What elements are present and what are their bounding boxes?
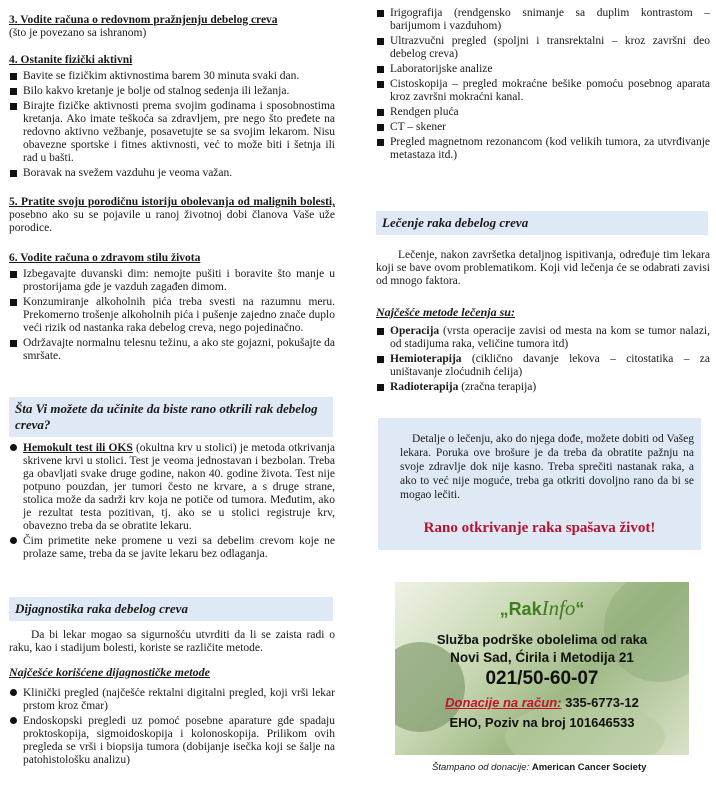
ad-eho-line: EHO, Poziv na broj 101646533 bbox=[449, 715, 635, 730]
early-detection-band: Šta Vi možete da učinite da biste rano otkrili rak debelog creva? bbox=[9, 397, 333, 437]
square-bullet-icon bbox=[377, 124, 384, 131]
square-bullet-icon bbox=[377, 81, 384, 88]
list-item: Hemioterapija (ciklično davanje lekova – citostatika – za uništavanje zloćudnih ćelija) bbox=[376, 353, 710, 379]
list-item: Pregled magnetnom rezonancom (kod velikih tumora, za utvrđivanje metastaza itd.) bbox=[376, 136, 710, 162]
list-item: Bavite se fizičkim aktivnostima barem 30 minuta svaki dan. bbox=[9, 70, 335, 83]
circle-bullet-icon bbox=[10, 689, 17, 696]
section-5 bbox=[9, 195, 335, 235]
square-bullet-icon bbox=[377, 10, 384, 17]
square-bullet-icon bbox=[10, 299, 17, 306]
circle-bullet-icon bbox=[10, 717, 17, 724]
list-item: Rendgen pluća bbox=[376, 106, 710, 119]
rakinfo-logo: „RakInfo“ bbox=[499, 596, 585, 620]
list-item: Konzumiranje alkoholnih pića treba svesti na razumnu meru. Prekomerno trošenje alkoholnih pića i pušenje zajedno znače duplo veći rizik od nastanka raka debelog creva, nego pojedinačno. bbox=[9, 296, 335, 335]
list-item: Radioterapija (zračna terapija) bbox=[376, 381, 710, 394]
ad-donation-line bbox=[395, 695, 689, 710]
donation-value: 335-6773-12 bbox=[561, 695, 639, 710]
list-item: Izbegavajte duvanski dim: nemojte pušiti i boravite što manje u prostorijama gde je vazduh zagađen dimom. bbox=[9, 268, 335, 294]
list-item: Birajte fizičke aktivnosti prema svojim godinama i sposobnostima kretanja. Ako imate teškoća sa zdravljem, pre nego što pređete na redovno aktivno vežbanje, posavetujte se sa svojim lekarom. Nisu obavezne sportske i fitnes aktivnosti, već to može biti i šetnja ili rad u bašti. bbox=[9, 100, 335, 165]
diagnostics-list-continued bbox=[376, 7, 710, 162]
print-credit bbox=[432, 762, 646, 773]
treatment-text: Lečenje, nakon završetka detaljnog ispitivanja, određuje tim lekara koji se bave ovom problematikom. Koji vid lečenja će se odabrati zavisi od mnogo faktora. bbox=[376, 249, 710, 287]
ad-service-line: Služba podrške obolelima od raka bbox=[436, 632, 648, 647]
rakinfo-ad bbox=[395, 582, 689, 755]
donation-label: Donacije na račun: bbox=[445, 695, 562, 710]
list-item: Održavajte normalnu telesnu težinu, a ako ste gojazni, pokušajte da smršate. bbox=[9, 337, 335, 363]
square-bullet-icon bbox=[377, 356, 384, 363]
section-4-list bbox=[9, 70, 335, 180]
diagnostics-text: Da bi lekar mogao sa sigurnošću utvrditi da li se zaista radi o raku, kao i stadijum bolesti, koriste se različite metode. bbox=[9, 629, 335, 654]
square-bullet-icon bbox=[377, 139, 384, 146]
section-6-title: 6. Vodite računa o zdravom stilu života bbox=[9, 252, 201, 264]
ad-phone: 021/50-60-07 bbox=[485, 668, 599, 689]
list-item: Ultrazvučni pregled (spoljni i transrektalni – kroz završni deo debelog creva) bbox=[376, 35, 710, 61]
print-credit-label: Štampano od donacije: bbox=[432, 762, 530, 773]
diagnostics-list bbox=[9, 687, 335, 767]
square-bullet-icon bbox=[10, 170, 17, 177]
square-bullet-icon bbox=[10, 340, 17, 347]
list-item: Čim primetite neke promene u vezi sa debelim crevom koje ne prolaze same, treba da se javite lekaru bez odlaganja. bbox=[9, 535, 335, 561]
square-bullet-icon bbox=[377, 38, 384, 45]
list-item: Irigografija (rendgensko snimanje sa duplim kontrastom – barijumom i vazduhom) bbox=[376, 7, 710, 33]
list-item: Endoskopski pregledi uz pomoć posebne aparature gde spadaju proktoskopija, sigmoidoskopija i kolonoskopija. Prilikom ovih pregleda se vrši i biopsija tumora (dobijanje isečka koji se šalje na patohistološku analizu) bbox=[9, 715, 335, 767]
square-bullet-icon bbox=[377, 384, 384, 391]
square-bullet-icon bbox=[10, 271, 17, 278]
diagnostics-band: Dijagnostika raka debelog creva bbox=[9, 597, 333, 621]
circle-bullet-icon bbox=[10, 537, 17, 544]
info-text: Detalje o lečenju, ako do njega dođe, možete dobiti od Vašeg lekara. Poruka ove brošure je da treba da obratite pažnju na svoje zdravlje dok nije kasno. Treba sprečiti nastanak raka, a ako to već nije moguće, treba ga otkriti dovoljno rano da bi se mogao lečiti. bbox=[400, 433, 694, 501]
square-bullet-icon bbox=[10, 73, 17, 80]
early-detection-list bbox=[9, 442, 335, 561]
ad-address-line: Novi Sad, Ćirila i Metodija 21 bbox=[450, 650, 634, 665]
list-item: CT – skener bbox=[376, 121, 710, 134]
list-item: Cistoskopija – pregled mokraćne bešike pomoću posebnog aparata kroz završni mokraćni kanal. bbox=[376, 78, 710, 104]
section-6-list bbox=[9, 268, 335, 363]
treatment-list bbox=[376, 325, 710, 394]
slogan: Rano otkrivanje raka spašava život! bbox=[423, 520, 656, 536]
section-3-note: (što je povezano sa ishranom) bbox=[9, 27, 147, 39]
treatment-subtitle: Najčešće metode lečenja su: bbox=[376, 305, 515, 319]
print-credit-value: American Cancer Society bbox=[531, 762, 647, 773]
square-bullet-icon bbox=[377, 109, 384, 116]
logo-rak: Rak bbox=[508, 599, 542, 619]
list-item: Bilo kakvo kretanje je bolje od stalnog sedenja ili ležanja. bbox=[9, 85, 335, 98]
list-item: Operacija (vrsta operacije zavisi od mesta na kom se tumor nalazi, od stadijuma raka, veličine tumora itd) bbox=[376, 325, 710, 351]
diagnostics-subtitle: Najčešće korišćene dijagnostičke metode bbox=[9, 665, 210, 679]
section-5-text: posebno ako su se pojavile u ranoj životnoj dobi članova Vaše uže porodice. bbox=[9, 209, 335, 234]
info-box bbox=[378, 418, 701, 550]
list-item: Hemokult test ili OKS (okultna krv u stolici) je metoda otkrivanja skrivene krvi u stolici. Test je veoma jednostavan i bezbolan. Treba ga obavljati svake druge godine, nakon 40. godine života. Test nije potpuno pouzdan, jer tumori često ne krvare, a s druge strane, stolica može da sadrži krv koja ne potiče od tumora. Međutim, ako je rezultat testa pozitivan, tj. ako se u stolici registruje krv, obavezno treba da se obratite lekaru. bbox=[9, 442, 335, 533]
square-bullet-icon bbox=[10, 103, 17, 110]
square-bullet-icon bbox=[10, 88, 17, 95]
square-bullet-icon bbox=[377, 328, 384, 335]
logo-info: Info bbox=[541, 596, 576, 620]
circle-bullet-icon bbox=[10, 444, 17, 451]
section-5-title: 5. Pratite svoju porodičnu istoriju obolevanja od malignih bolesti, bbox=[9, 196, 335, 208]
list-item: Klinički pregled (najčešće rektalni digitalni pregled, koji vrši lekar prstom kroz čmar) bbox=[9, 687, 335, 713]
list-item: Laboratorijske analize bbox=[376, 63, 710, 76]
section-4-title: 4. Ostanite fizički aktivni bbox=[9, 54, 133, 66]
list-item: Boravak na svežem vazduhu je veoma važan. bbox=[9, 167, 335, 180]
square-bullet-icon bbox=[377, 66, 384, 73]
section-3-title: 3. Vodite računa o redovnom pražnjenju debelog creva bbox=[9, 14, 278, 26]
treatment-band: Lečenje raka debelog creva bbox=[376, 211, 708, 235]
